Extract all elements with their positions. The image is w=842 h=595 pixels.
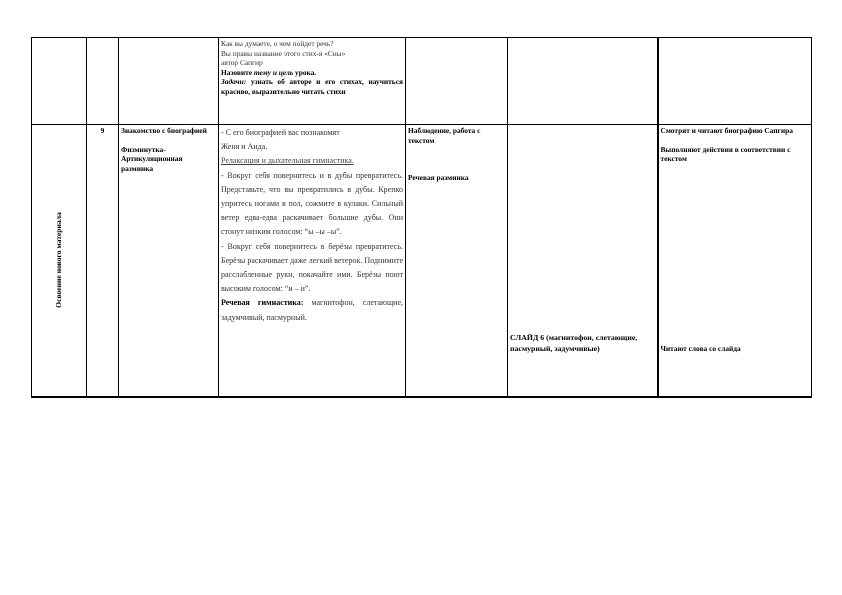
- relaxation-title: Релаксация и дыхательная гимнастика.: [221, 156, 354, 166]
- goals-body: узнать об авторе и его стихах, научиться красиво, выразительно читать стихи: [221, 77, 403, 96]
- relaxation-oak-text: - Вокруг себя повернитесь и в дубы превратитесь. Представьте, что вы превратились в дубы. Крепко упритесь ногами в пол, сожмите в кулаки. Сильный ветер едва-едва раскачивает большие дубы. Они стонут низким голосом: “ы –ы –ы”.: [221, 170, 403, 237]
- author-text: автор Сапгир: [221, 58, 263, 68]
- stage-cell: [32, 125, 87, 397]
- goals-label: Задачи:: [221, 77, 247, 87]
- goals-text: [221, 77, 403, 96]
- content-cell-intro: [219, 38, 406, 125]
- task-text: [221, 68, 403, 78]
- stage-label: Освоение нового материала: [54, 212, 64, 309]
- stage-cell-empty: [32, 38, 87, 125]
- speech-gymnastics-words: магнитофон, слетающие, задумчивый, пасмурный.: [221, 298, 403, 322]
- presenters-text: Женя и Аида.: [221, 142, 268, 152]
- stage-name-cell: [119, 125, 219, 397]
- stage-name-cell-empty: [119, 38, 219, 125]
- speech-gymnastics-text: [221, 296, 403, 324]
- methods-cell-empty: [406, 38, 508, 125]
- speech-warmup-method: Речевая разминка: [408, 173, 469, 183]
- poem-title-text: Вы правы название этого стих-я «Сны»: [221, 48, 346, 58]
- content-cell-main: [219, 125, 406, 397]
- lesson-plan-table: [31, 37, 812, 398]
- students-cell: [658, 125, 812, 397]
- students-action-1: Смотрят и читают биографию Сапгира: [660, 126, 793, 135]
- observation-method: Наблюдение, работа с текстом: [408, 126, 481, 145]
- resources-cell: [508, 125, 658, 397]
- question-text: Как вы думаете, о чем пойдет речь?: [221, 39, 334, 48]
- speech-gymnastics-label: Речевая гимнастика:: [221, 298, 304, 308]
- task-suffix: урока.: [295, 67, 317, 77]
- biography-intro: - С его биографией вас познакомят: [221, 128, 340, 137]
- slide-6-reference: СЛАЙД 6 (магнитофон, слетающие, пасмурный, задумчивые): [510, 333, 638, 353]
- task-emphasis: тему и цель: [253, 67, 294, 77]
- students-action-2: Выполняют действия в соответствии с текстом: [660, 144, 791, 164]
- table-row-intro: [32, 38, 812, 125]
- methods-cell: [406, 125, 508, 397]
- students-action-3: Читают слова со слайда: [660, 343, 741, 353]
- students-cell-empty: [658, 38, 812, 125]
- resources-cell-empty: [508, 38, 658, 125]
- step-number: 9: [87, 125, 119, 397]
- table-row-new-material: [32, 125, 812, 397]
- warmup-stage-title: Физминутка-Артикуляционная разминка: [121, 144, 183, 173]
- relaxation-birch-text: - Вокруг себя повернитесь в берёзы превратитесь. Берёзы раскачивает даже легкий ветерок. Поднимите расслабленные руки, покачайте ими. Берёзы поют высоким голосом: “и – и”.: [221, 241, 403, 294]
- task-prefix: Назовите: [221, 67, 253, 77]
- biography-stage-title: Знакомство с биографией: [121, 126, 207, 135]
- number-cell-empty: [87, 38, 119, 125]
